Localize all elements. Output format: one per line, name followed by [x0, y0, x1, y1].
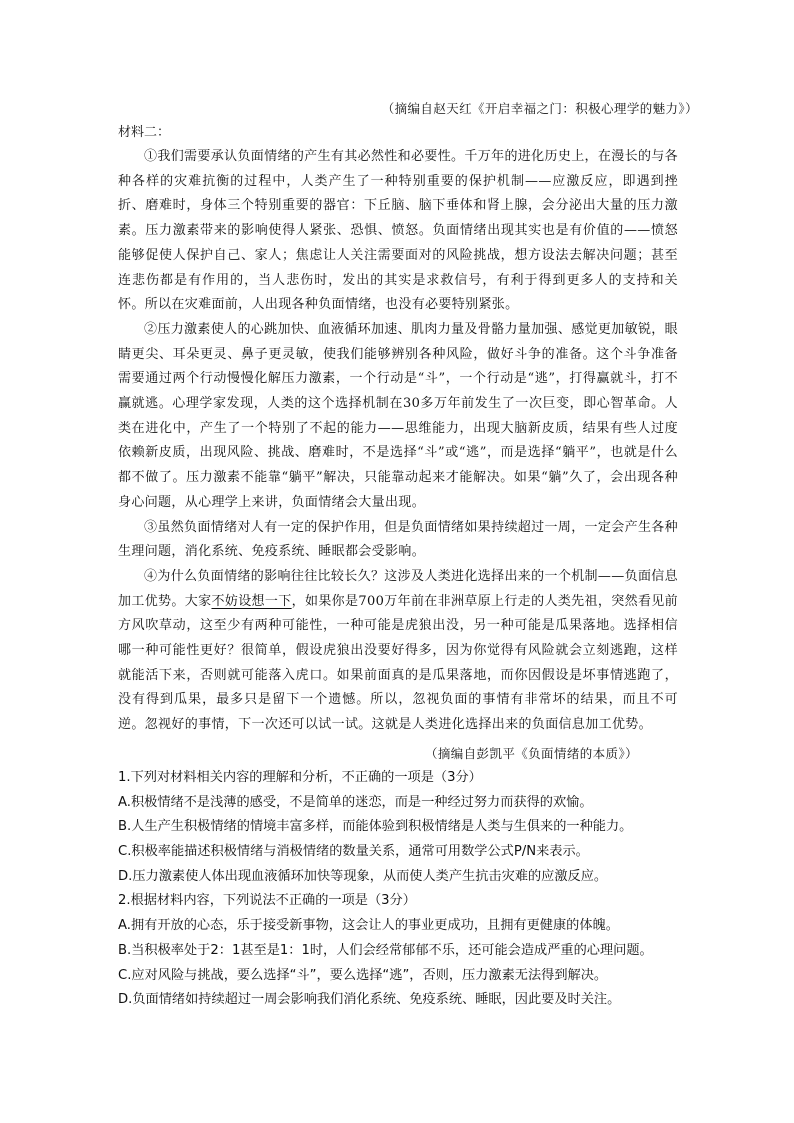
- question-1-option-c: C.积极率能描述积极情绪与消极情绪的数量关系，通常可用数学公式P/N来表示。: [118, 843, 589, 859]
- question-2-option-a: A.拥有开放的心态，乐于接受新事物，这会让人的事业更成功，且拥有更健康的体魄。: [118, 918, 619, 934]
- paragraph-4-pre: ④为什么负面情绪的影响往往比较长久？这涉及人类进化选择出来的一个机制——负面信息加工优势。大家: [118, 568, 679, 609]
- paragraph-2: ②压力激素使人的心跳加快、血液循环加速、肌肉力量及骨骼力量加强、感觉更加敏锐，眼睛更尖、耳朵更灵、鼻子更灵敏，使我们能够辨别各种风险，做好斗争的准备。这个斗争准备需要通过两个行动慢慢化解压力激素，一个行动是“斗”，一个行动是“逃”，打得赢就斗，打不赢就逃。心理学家发现，人类的这个选择机制在30多万年前发生了一次巨变，即心智革命。人类在进化中，产生了一个特别了不起的能力——思维能力，出现大脑新皮质，结果有些人过度依赖新皮质，出现风险、挑战、磨难时，不是选择“斗”或“逃”，而是选择“躺平”，也就是什么都不做了。压力激素不能靠“躺平”解决，只能靠动起来才能解决。如果“躺”久了，会出现各种身心问题，从心理学上来讲，负面情绪会大量出现。: [118, 321, 679, 510]
- paragraph-4-post: ，如果你是700万年前在非洲草原上行走的人类先祖，突然看见前方风吹草动，这至少有两种可能性，一种可能是虎狼出没，另一种可能是瓜果落地。选择相信哪一种可能性更好？很简单，假设虎狼出没要好得多，因为你觉得有风险就会立刻逃跑，这样就能活下来，否则就可能落入虎口。如果前面真的是瓜果落地，而你因假设是坏事情逃跑了，没有得到瓜果，最多只是留下一个遗憾。所以，忽视负面的事情有非常坏的结果，而且不可逆。忽视好的事情，下一次还可以试一试。这就是人类进化选择出来的负面信息加工优势。: [118, 593, 678, 733]
- question-2-option-d: D.负面情绪如持续超过一周会影响我们消化系统、免疫系统、睡眠，因此要及时关注。: [118, 992, 621, 1008]
- question-1-option-b: B.人生产生积极情绪的情境丰富多样，而能体验到积极情绪是人类与生俱来的一种能力。: [118, 819, 633, 835]
- document-page: [118, 97, 698, 1013]
- question-2: [118, 889, 678, 1013]
- paragraph-3: ③虽然负面情绪对人有一定的保护作用，但是负面情绪如果持续超过一周，一定会产生各种生理问题，消化系统、免疫系统、睡眠都会受影响。: [118, 519, 679, 560]
- question-2-stem: 2.根据材料内容，下列说法不正确的一项是（3分）: [118, 893, 416, 909]
- underlined-phrase: 不妨设想一下: [211, 593, 292, 609]
- question-2-option-b: B.当积极率处于2：1甚至是1：1时，人们会经常郁郁不乐，还可能会造成严重的心理问题。: [118, 942, 653, 958]
- material-two-label: 材料二：: [118, 125, 171, 140]
- source-citation-1: （摘编自赵天红《开启幸福之门：积极心理学的魅力》）: [381, 101, 698, 116]
- question-1-option-a: A.积极情绪不是浅薄的感受，不是简单的迷恋，而是一种经过努力而获得的欢愉。: [118, 794, 593, 810]
- question-1-stem: 1.下列对材料相关内容的理解和分析，不正确的一项是（3分）: [118, 769, 482, 785]
- source-citation-2: （摘编自彭凯平《负面情绪的本质》）: [424, 745, 638, 761]
- question-2-option-c: C.应对风险与挑战，要么选择“斗”，要么选择“逃”，否则，压力激素无法得到解决。: [118, 967, 608, 983]
- question-1-option-d: D.压力激素使人体出现血液循环加快等现象，从而使人类产生抗击灾难的应激反应。: [118, 868, 608, 884]
- paragraph-4: [118, 565, 678, 738]
- question-1: [118, 766, 678, 890]
- paragraph-1: ①我们需要承认负面情绪的产生有其必然性和必要性。千万年的进化历史上，在漫长的与各种各样的灾难抗衡的过程中，人类产生了一种特别重要的保护机制——应激反应，即遇到挫折、磨难时，身体三个特别重要的器官：下丘脑、脑下垂体和肾上腺，会分泌出大量的压力激素。压力激素带来的影响使得人紧张、恐惧、愤怒。负面情绪出现其实也是有价值的——愤怒能够促使人保护自己、家人；焦虑让人关注需要面对的风险挑战，想方设法去解决问题；甚至连悲伤都是有作用的，当人悲伤时，发出的其实是求救信号，有利于得到更多人的支持和关怀。所以在灾难面前，人出现各种负面情绪，也没有必要特别紧张。: [118, 149, 679, 313]
